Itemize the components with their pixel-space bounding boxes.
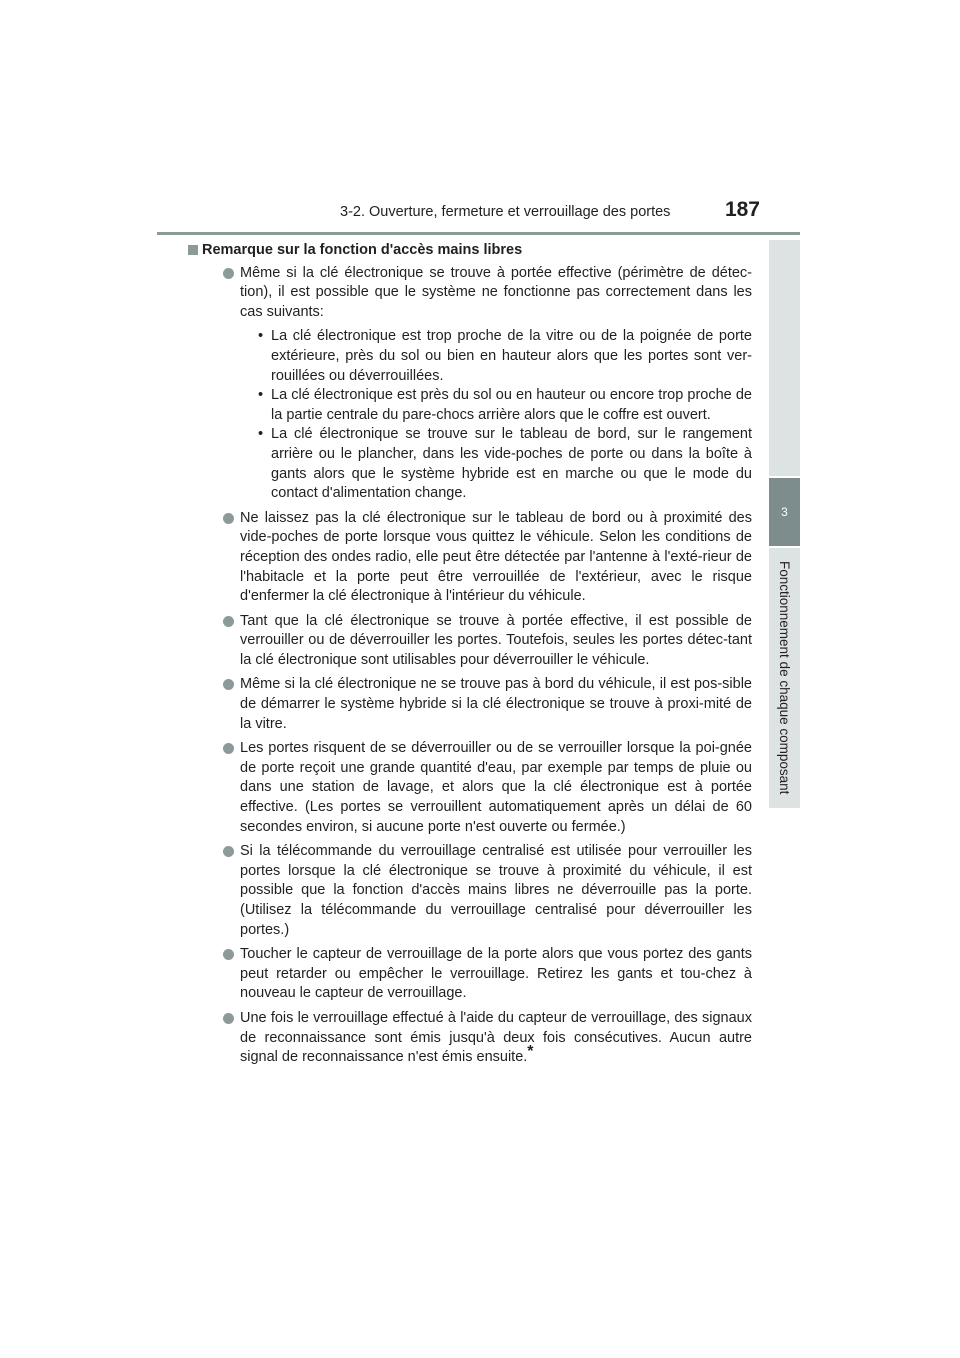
section-heading bbox=[188, 241, 752, 261]
circle-bullet-icon bbox=[223, 268, 234, 279]
sub-list-item-text: La clé électronique se trouve sur le tableau de bord, sur le rangement arrière ou le plancher, dans les vide-poches de porte ou dans la boîte à gants alors que le système hybride est en marche ou que le mode du contact d'alimentation change. bbox=[271, 426, 752, 502]
list-item-text: Toucher le capteur de verrouillage de la porte alors que vous portez des gants peut retarder ou empêcher le verrouillage. Retirez les gants et tou-chez à nouveau le capteur de verrouillage. bbox=[240, 946, 752, 1002]
list-item bbox=[222, 509, 752, 607]
section-heading-text: Remarque sur la fonction d'accès mains libres bbox=[202, 242, 523, 258]
sub-list-item-text: La clé électronique est près du sol ou en hauteur ou encore trop proche de la partie centrale du pare-chocs arrière alors que le coffre est ouvert. bbox=[271, 387, 752, 423]
sub-list bbox=[258, 327, 752, 503]
dot-bullet-icon: • bbox=[258, 387, 264, 404]
page-body bbox=[202, 241, 752, 1073]
list-item-text: Tant que la clé électronique se trouve à portée effective, il est possible de verrouiller ou de déverrouiller les portes. Toutefois, seules les portes détec-tant la clé électronique sont utilisables pour déverrouiller le véhicule. bbox=[240, 612, 752, 668]
running-header-title: 3-2. Ouverture, fermeture et verrouillage des portes bbox=[340, 204, 671, 220]
sub-list-item-text: La clé électronique est trop proche de la vitre ou de la poignée de porte extérieure, près du sol ou bien en hauteur alors que les portes sont ver-rouillées ou déverrouillées. bbox=[271, 328, 752, 384]
list-item bbox=[222, 1009, 752, 1068]
dot-bullet-icon: • bbox=[258, 426, 264, 443]
chapter-label-tab bbox=[769, 548, 800, 808]
header-divider bbox=[157, 232, 800, 235]
list-item bbox=[222, 739, 752, 837]
list-item bbox=[222, 842, 752, 940]
list-item-text: Même si la clé électronique ne se trouve pas à bord du véhicule, il est pos-sible de démarrer le système hybride si la clé électronique se trouve à proxi-mité de la vitre. bbox=[240, 676, 752, 732]
square-bullet-icon bbox=[188, 245, 198, 255]
list-item bbox=[222, 675, 752, 734]
list-item-text: Les portes risquent de se déverrouiller ou de se verrouiller lorsque la poi-gnée de porte reçoit une grande quantité d'eau, par exemple par temps de pluie ou dans une station de lavage, et alors que la clé électronique est à portée effective. (Les portes se verrouillent automatiquement après un délai de 60 secondes environ, si aucune porte n'est ouverte ou fermée.) bbox=[240, 740, 752, 835]
list-item bbox=[222, 945, 752, 1004]
list-item-text: Une fois le verrouillage effectué à l'aide du capteur de verrouillage, des signaux de reconnaissance sont émis jusqu'à deux fois consécutives. Aucun autre signal de reconnaissance n'est émis ensuite. bbox=[240, 1009, 752, 1066]
list-item bbox=[222, 264, 752, 504]
side-tab-upper-band bbox=[769, 240, 800, 476]
chapter-tab bbox=[769, 478, 800, 546]
list-item-text: Ne laissez pas la clé électronique sur le tableau de bord ou à proximité des vide-poches de porte lorsque vous quittez le véhicule. Selon les conditions de réception des ondes radio, elle peut être détectée par l'antenne à l'exté-rieur de l'habitacle et la porte peut être verrouillée de l'extérieur, avec le risque d'enfermer la clé électronique à l'intérieur du véhicule. bbox=[240, 509, 752, 605]
circle-bullet-icon bbox=[223, 679, 234, 690]
circle-bullet-icon bbox=[223, 513, 234, 524]
dot-bullet-icon: • bbox=[258, 328, 264, 345]
chapter-label: Fonctionnement de chaque composant bbox=[777, 561, 792, 795]
circle-bullet-icon bbox=[223, 1013, 234, 1024]
list-item-text: Si la télécommande du verrouillage centralisé est utilisée pour verrouiller les portes lorsque la clé électronique se trouve à proximité du véhicule, il est possible que la fonction d'accès mains libres ne déverrouille pas la porte. (Utilisez la télécommande du verrouillage centralisé pour déverrouiller les portes.) bbox=[240, 843, 752, 938]
sub-list-item bbox=[258, 386, 752, 425]
page-number: 187 bbox=[724, 198, 760, 221]
chapter-number: 3 bbox=[781, 505, 788, 519]
list-item bbox=[222, 612, 752, 671]
circle-bullet-icon bbox=[223, 846, 234, 857]
circle-bullet-icon bbox=[223, 949, 234, 960]
list-item-text: Même si la clé électronique se trouve à portée effective (périmètre de détec-tion), il est possible que le système ne fonctionne pas correctement dans les cas suivants: bbox=[240, 264, 752, 320]
sub-list-item bbox=[258, 425, 752, 503]
circle-bullet-icon bbox=[223, 616, 234, 627]
circle-bullet-icon bbox=[223, 743, 234, 754]
sub-list-item bbox=[258, 327, 752, 386]
footnote-asterisk: * bbox=[527, 1043, 534, 1061]
